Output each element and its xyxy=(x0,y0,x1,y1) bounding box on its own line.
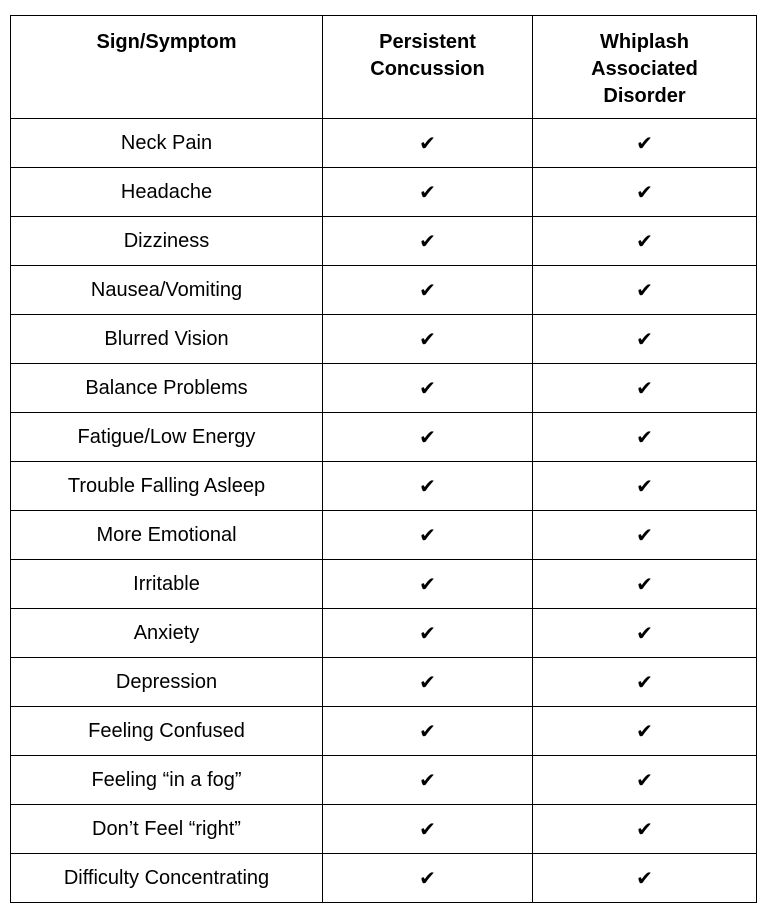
persistent-concussion-check-icon: ✔ xyxy=(323,413,533,462)
table-row xyxy=(11,315,757,364)
symptom-name: More Emotional xyxy=(11,511,323,560)
header-line: Persistent xyxy=(379,31,476,53)
whiplash-associated-disorder-check-icon: ✔ xyxy=(533,266,757,315)
table-row xyxy=(11,609,757,658)
persistent-concussion-check-icon: ✔ xyxy=(323,462,533,511)
table-body xyxy=(11,119,757,903)
whiplash-associated-disorder-check-icon: ✔ xyxy=(533,217,757,266)
table-row xyxy=(11,364,757,413)
header-whiplash-associated-disorder xyxy=(533,16,757,119)
table-row xyxy=(11,805,757,854)
whiplash-associated-disorder-check-icon: ✔ xyxy=(533,805,757,854)
persistent-concussion-check-icon: ✔ xyxy=(323,609,533,658)
whiplash-associated-disorder-check-icon: ✔ xyxy=(533,756,757,805)
symptom-name: Don’t Feel “right” xyxy=(11,805,323,854)
persistent-concussion-check-icon: ✔ xyxy=(323,756,533,805)
symptom-name: Blurred Vision xyxy=(11,315,323,364)
persistent-concussion-check-icon: ✔ xyxy=(323,854,533,903)
table-row xyxy=(11,462,757,511)
symptom-name: Feeling “in a fog” xyxy=(11,756,323,805)
persistent-concussion-check-icon: ✔ xyxy=(323,315,533,364)
persistent-concussion-check-icon: ✔ xyxy=(323,217,533,266)
persistent-concussion-check-icon: ✔ xyxy=(323,560,533,609)
table-row xyxy=(11,707,757,756)
symptom-name: Nausea/Vomiting xyxy=(11,266,323,315)
whiplash-associated-disorder-check-icon: ✔ xyxy=(533,658,757,707)
table-row xyxy=(11,119,757,168)
table-row xyxy=(11,854,757,903)
header-persistent-concussion xyxy=(323,16,533,119)
whiplash-associated-disorder-check-icon: ✔ xyxy=(533,364,757,413)
persistent-concussion-check-icon: ✔ xyxy=(323,364,533,413)
table-row xyxy=(11,413,757,462)
persistent-concussion-check-icon: ✔ xyxy=(323,266,533,315)
persistent-concussion-check-icon: ✔ xyxy=(323,707,533,756)
symptom-name: Irritable xyxy=(11,560,323,609)
table-row xyxy=(11,756,757,805)
symptom-name: Depression xyxy=(11,658,323,707)
table-row xyxy=(11,560,757,609)
symptom-name: Anxiety xyxy=(11,609,323,658)
persistent-concussion-check-icon: ✔ xyxy=(323,119,533,168)
whiplash-associated-disorder-check-icon: ✔ xyxy=(533,560,757,609)
symptom-name: Trouble Falling Asleep xyxy=(11,462,323,511)
header-line: Concussion xyxy=(370,58,485,80)
header-line: Associated xyxy=(591,58,698,80)
persistent-concussion-check-icon: ✔ xyxy=(323,511,533,560)
symptom-comparison-table xyxy=(10,15,757,903)
header-line: Whiplash xyxy=(600,31,689,53)
table-row xyxy=(11,511,757,560)
header-sign-symptom xyxy=(11,16,323,119)
table-row xyxy=(11,168,757,217)
header-line: Sign/Symptom xyxy=(96,31,237,53)
symptom-name: Neck Pain xyxy=(11,119,323,168)
whiplash-associated-disorder-check-icon: ✔ xyxy=(533,315,757,364)
persistent-concussion-check-icon: ✔ xyxy=(323,168,533,217)
symptom-name: Fatigue/Low Energy xyxy=(11,413,323,462)
whiplash-associated-disorder-check-icon: ✔ xyxy=(533,854,757,903)
symptom-name: Dizziness xyxy=(11,217,323,266)
table-row xyxy=(11,217,757,266)
header-line: Disorder xyxy=(603,85,686,107)
persistent-concussion-check-icon: ✔ xyxy=(323,805,533,854)
table-row xyxy=(11,266,757,315)
whiplash-associated-disorder-check-icon: ✔ xyxy=(533,609,757,658)
table-row xyxy=(11,658,757,707)
whiplash-associated-disorder-check-icon: ✔ xyxy=(533,511,757,560)
whiplash-associated-disorder-check-icon: ✔ xyxy=(533,462,757,511)
symptom-name: Headache xyxy=(11,168,323,217)
whiplash-associated-disorder-check-icon: ✔ xyxy=(533,413,757,462)
whiplash-associated-disorder-check-icon: ✔ xyxy=(533,119,757,168)
symptom-name: Balance Problems xyxy=(11,364,323,413)
whiplash-associated-disorder-check-icon: ✔ xyxy=(533,707,757,756)
symptom-name: Feeling Confused xyxy=(11,707,323,756)
persistent-concussion-check-icon: ✔ xyxy=(323,658,533,707)
whiplash-associated-disorder-check-icon: ✔ xyxy=(533,168,757,217)
header-row xyxy=(11,16,757,119)
symptom-name: Difficulty Concentrating xyxy=(11,854,323,903)
